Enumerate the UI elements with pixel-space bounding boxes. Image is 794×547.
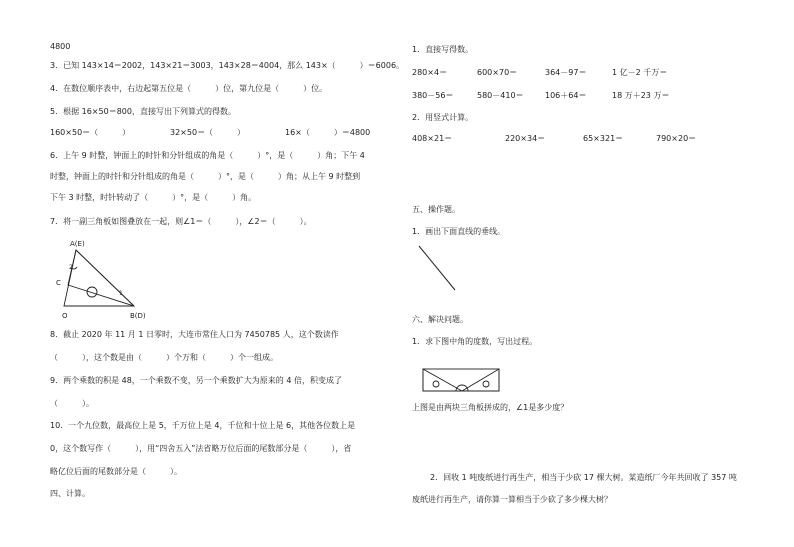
- section-r2-heading: 2．用竖式计算。: [412, 113, 474, 122]
- quick-calc-4: 1 亿－2 千万＝: [612, 68, 668, 77]
- label-o: O: [62, 312, 68, 320]
- vertical-calc-2: 220×34＝: [505, 134, 546, 143]
- question-5-item-c: 16×（ ）＝4800: [285, 128, 371, 137]
- section-6-heading: 六、解决问题。: [412, 315, 468, 324]
- question-5-1: 1．画出下面直线的垂线。: [412, 227, 506, 236]
- set-square-left: [423, 369, 462, 391]
- question-6-2-line-1: 2．回收 1 吨废纸进行再生产，相当于少砍 17 棵大树。某造纸厂今年共回收了 357 吨: [430, 473, 737, 482]
- question-3: 3．已知 143×14＝2002，143×21＝3003，143×28＝4004，那么 143×（ ）＝6006。: [50, 61, 405, 70]
- left-circle: [433, 381, 439, 387]
- question-10-line-1: 10．一个九位数，最高位上是 5，千万位上是 4，千位和十位上是 6，其他各位数上是: [50, 421, 356, 430]
- question-6-1: 1．求下图中角的度数，写出过程。: [412, 337, 538, 346]
- label-a: A(E): [70, 240, 85, 248]
- straight-line-figure: [418, 244, 458, 292]
- right-circle: [483, 381, 489, 387]
- figure-frame: [423, 369, 499, 391]
- section-5-heading: 五、操作题。: [412, 205, 460, 214]
- set-squares-figure: [422, 365, 502, 393]
- question-10-line-2: 0，这个数写作（ ），用“四舍五入”法省略万位后面的尾数部分是（ ），省: [50, 444, 352, 453]
- label-angle-2: 2: [69, 264, 73, 271]
- question-6-line-3: 下午 3 时整，时针转动了（ ）°，是（ ）角。: [50, 193, 257, 202]
- quick-calc-8: 18 万＋23 万＝: [612, 91, 670, 100]
- quick-calc-5: 380－56＝: [412, 91, 454, 100]
- quick-calc-7: 106＋64＝: [545, 91, 587, 100]
- label-b: B(D): [130, 312, 146, 320]
- question-5-item-a: 160×50＝（ ）: [50, 128, 131, 137]
- quick-calc-3: 364－97＝: [545, 68, 587, 77]
- quick-calc-1: 280×4＝: [412, 68, 448, 77]
- triangle-figure: [52, 238, 162, 320]
- question-7: 7．将一副三角板如图叠放在一起，则∠1＝（ ），∠2＝（ ）。: [50, 217, 312, 226]
- question-6-line-2: 时整，钟面上的时针和分针组成的角是（ ）°，是（ ）角；从上午 9 时整到: [50, 172, 361, 181]
- label-c: C: [56, 279, 61, 287]
- straight-line: [419, 246, 455, 290]
- question-5-item-b: 32×50＝（ ）: [170, 128, 246, 137]
- question-8-line-1: 8．截止 2020 年 11 月 1 日零时，大连市常住人口为 7450785 人，这个数读作: [50, 330, 339, 339]
- vertical-calc-4: 790×20＝: [656, 134, 697, 143]
- quick-calc-6: 580－410＝: [477, 91, 524, 100]
- question-10-line-3: 略亿位后面的尾数部分是（ ）。: [50, 467, 182, 476]
- question-6-1-statement: 上图是由两块三角板拼成的，∠1是多少度？: [412, 403, 569, 412]
- angle-1-arc: [87, 287, 97, 297]
- question-9-line-1: 9．两个乘数的积是 48，一个乘数不变，另一个乘数扩大为原来的 4 倍，积变成了: [50, 376, 342, 385]
- vertical-calc-1: 408×21＝: [412, 134, 453, 143]
- section-4-heading: 四、计算。: [50, 489, 90, 498]
- quick-calc-2: 600×70＝: [477, 68, 518, 77]
- triangle-set-square-2: [68, 250, 134, 306]
- vertical-calc-3: 65×321＝: [583, 134, 624, 143]
- section-r1-heading: 1．直接写得数。: [412, 45, 474, 54]
- question-5: 5．根据 16×50＝800，直接写出下列算式的得数。: [50, 107, 236, 116]
- question-4: 4．在数位顺序表中，右边起第五位是（ ）位，第九位是（ ）位。: [50, 84, 328, 93]
- text-4800: 4800: [50, 42, 71, 51]
- question-6-line-1: 6．上午 9 时整，钟面上的时针和分针组成的角是（ ）°，是（ ）角；下午 4: [50, 151, 365, 160]
- label-angle-1: 1: [119, 290, 123, 297]
- question-6-2-line-2: 废纸进行再生产，请你算一算相当于少砍了多少棵大树？: [412, 495, 612, 504]
- question-8-line-2: （ ），这个数是由（ ）个万和（ ）个一组成。: [50, 353, 278, 362]
- question-9-line-2: （ ）。: [50, 399, 94, 408]
